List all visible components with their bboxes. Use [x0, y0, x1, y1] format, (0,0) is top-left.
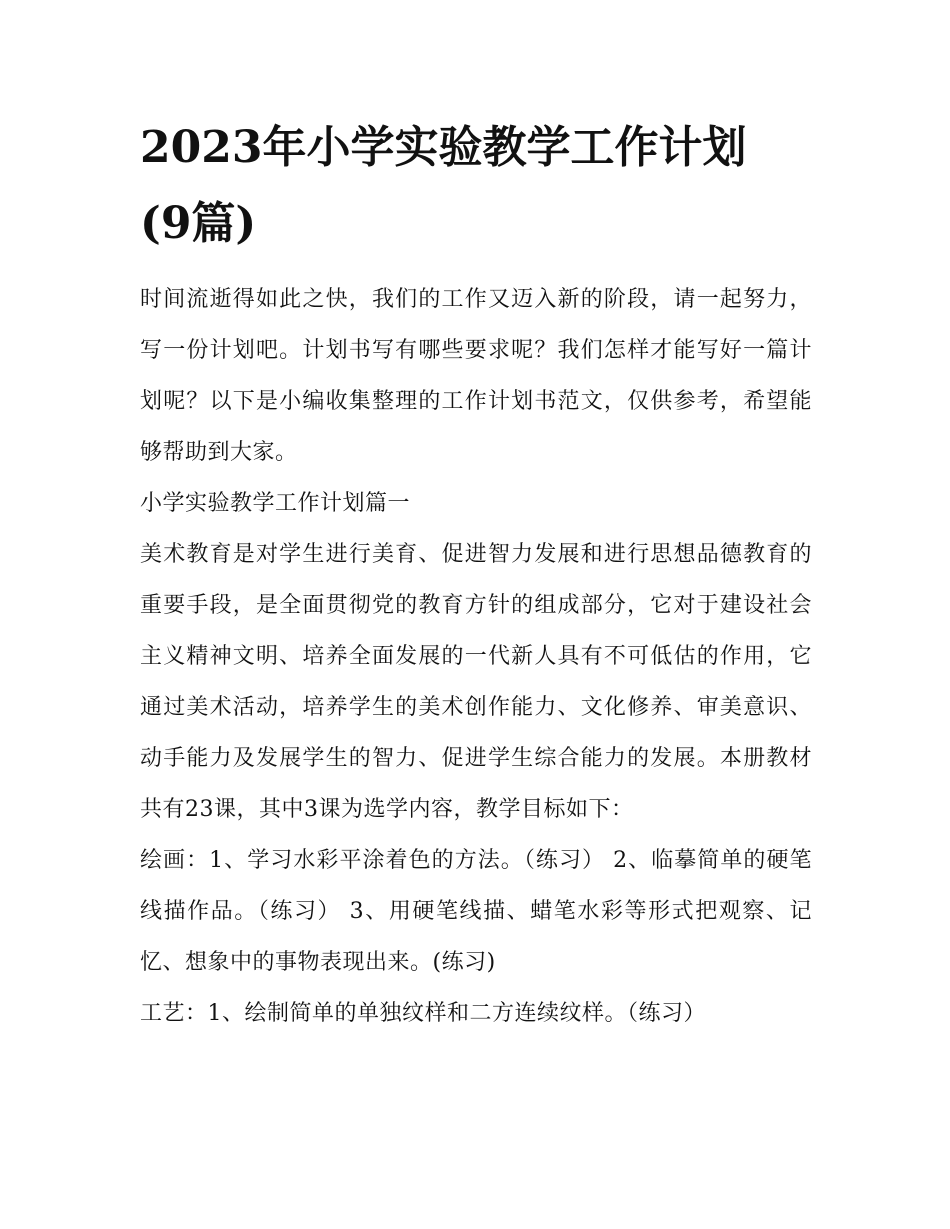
document-title [140, 110, 812, 262]
painting-paragraph: 绘画：1、学习水彩平涂着色的方法。（练习） 2、临摹简单的硬笔线描作品。（练习） 3、用硬笔线描、蜡笔水彩等形式把观察、记忆、想象中的事物表现出来。(练习) [140, 848, 812, 975]
title-line-2: (9篇) [140, 198, 257, 249]
section-heading: 小学实验教学工作计划篇一 [140, 491, 411, 516]
intro-paragraph: 时间流逝得如此之快，我们的工作又迈入新的阶段，请一起努力，写一份计划吧。计划书写有哪些要求呢？我们怎样才能写好一篇计划呢？以下是小编收集整理的工作计划书范文，仅供参考，希望能够帮助到大家。 [140, 287, 812, 465]
craft-paragraph: 工艺：1、绘制简单的单独纹样和二方连续纹样。（练习） [140, 1001, 706, 1026]
document-page [140, 110, 812, 1039]
body-paragraph: 美术教育是对学生进行美育、促进智力发展和进行思想品德教育的重要手段，是全面贯彻党的教育方针的组成部分，它对于建设社会主义精神文明、培养全面发展的一代新人具有不可低估的作用，它通过美术活动，培养学生的美术创作能力、文化修养、审美意识、动手能力及发展学生的智力、促进学生综合能力的发展。本册教材共有23课，其中3课为选学内容，教学目标如下： [140, 542, 812, 822]
title-line-1: 2023年小学实验教学工作计划 [140, 122, 747, 173]
